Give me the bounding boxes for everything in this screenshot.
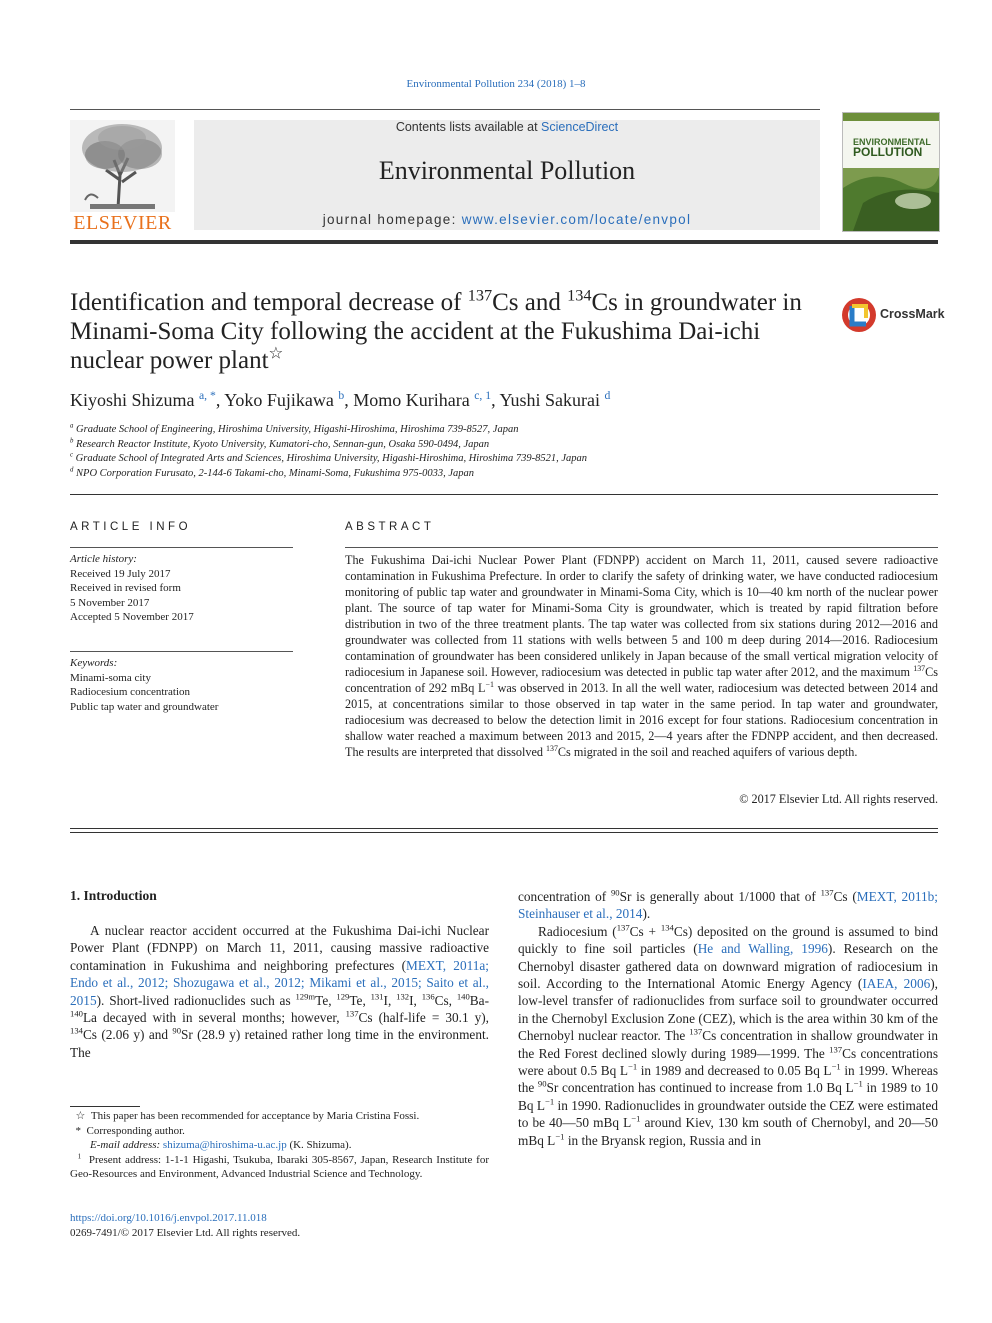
keyword-item: Public tap water and groundwater [70, 700, 219, 713]
text-run: Cs (half-life = 30.1 y), [358, 1010, 489, 1026]
abstract-sup: 137 [913, 663, 926, 673]
text-run: Te, [349, 992, 371, 1008]
text-run: Cs concentrations were about 0.5 Bq L [518, 1045, 939, 1079]
isotope-sup: 137 [616, 922, 630, 933]
author-marks[interactable]: d [604, 389, 611, 402]
title-part: Cs and [492, 289, 568, 316]
text-run: A nuclear reactor accident occurred at the Fukushima Dai-ichi Nuclear Power Plant (FDNPP) on March 11, 2011, causing massive radioactive contamination in Fukushima and neighboring prefectures ( [70, 923, 489, 973]
author-marks[interactable]: b [338, 389, 345, 402]
affiliation-item [70, 423, 930, 438]
keywords-divider [70, 651, 293, 652]
text-run: concentration of [518, 889, 611, 904]
text-run: around Kiev, 130 km south of Chernobyl, and 20—50 mBq L [518, 1115, 938, 1148]
crossmark-label: CrossMark [880, 307, 945, 321]
footnote-text: This paper has been recommended for acceptance by Maria Cristina Fossi. [90, 1110, 420, 1122]
isotope-sup: 137 [345, 1008, 359, 1019]
affiliation-mark: d [70, 466, 74, 474]
isotope-sup: 136 [421, 991, 435, 1002]
footnote-text: Present address: 1-1-1 Higashi, Tsukuba, Ibaraki 305-8567, Japan, Research Institute for Geo-Resources and Environment, Advanced Industrial Science and Technology. [70, 1153, 489, 1180]
isotope-sup: 132 [396, 991, 410, 1002]
affiliation-mark: c [70, 451, 74, 459]
text-run: in 1990. Radionuclides in groundwater outside the CEZ were estimated to be 40—50 mBq L [518, 1097, 938, 1131]
text-run: Radiocesium ( [538, 923, 617, 939]
unit-sup: −1 [555, 1131, 565, 1142]
text-run: I, [409, 992, 422, 1008]
author-list [70, 390, 870, 411]
sciencedirect-link[interactable]: ScienceDirect [541, 120, 619, 134]
homepage-prefix: journal homepage: [322, 212, 462, 227]
unit-sup: −1 [631, 1113, 641, 1124]
author-separator: , [215, 390, 225, 410]
isotope-sup: 137 [829, 1044, 843, 1055]
citation-link[interactable]: MEXT, 2011a; Endo et al., 2012; Shozugawa et al., 2012; Mikami et al., 2015; Saito et al., 2015 [70, 957, 489, 1008]
author-marks[interactable]: a, * [199, 389, 216, 402]
author-name[interactable]: Yoko Fujikawa [224, 390, 334, 410]
contents-prefix: Contents lists available at [395, 120, 542, 134]
abstract-text [345, 552, 938, 760]
isotope-sup: 90 [537, 1079, 547, 1090]
email-link[interactable]: shizuma@hiroshima-u.ac.jp [162, 1139, 287, 1151]
article-info-divider [70, 547, 293, 548]
cover-title-line2: POLLUTION [853, 145, 923, 159]
isotope-sup: 129 [336, 991, 350, 1002]
text-run: ). [642, 906, 651, 922]
text-run: I, [383, 992, 397, 1008]
unit-sup: −1 [853, 1079, 863, 1090]
author-name[interactable]: Kiyoshi Shizuma [70, 390, 195, 410]
affiliation-item [70, 467, 930, 482]
title-footnote-star[interactable]: ☆ [268, 344, 284, 363]
keyword-item: Radiocesium concentration [70, 686, 191, 698]
text-run: in 1989 and decreased to 0.05 Bq L [637, 1063, 832, 1079]
history-item: Accepted 5 November 2017 [70, 611, 194, 623]
crossmark-badge[interactable] [840, 296, 945, 336]
body-column-left [70, 922, 489, 1061]
affiliation-mark: a [70, 422, 74, 430]
affiliation-item [70, 452, 930, 467]
footnote-text: Corresponding author. [86, 1124, 185, 1137]
footnote-item [70, 1138, 489, 1153]
footnote-item [70, 1109, 489, 1124]
journal-name: Environmental Pollution [378, 156, 636, 185]
issn-copyright: 0269-7491/© 2017 Elsevier Ltd. All rights reserved. [70, 1227, 301, 1239]
history-item: Received in revised form [70, 582, 181, 594]
section-divider [70, 832, 938, 833]
unit-sup: −1 [627, 1061, 638, 1072]
keyword-item: Minami-soma city [70, 671, 151, 684]
footnote-item [70, 1124, 489, 1139]
citation-link[interactable]: MEXT, 2011b; Steinhauser et al., 2014 [518, 889, 938, 922]
text-run: Cs concentration in shallow groundwater in the Red Forest declined slowly during 1989—1999. The [518, 1028, 939, 1061]
title-part: Cs in groundwater in Minami-Soma City following the accident at the Fukushima Dai-ichi nuclear power plant [70, 289, 802, 374]
elsevier-logo [70, 120, 175, 235]
isotope-sup: 140 [456, 991, 470, 1002]
text-run: ), low-level transfer of radionuclides from surface soil to groundwater occurred in the Chernobyl Exclusion Zone (CEZ), which is the area within 30 km of the Chernobyl nuclear reactor. The [518, 976, 939, 1044]
unit-sup: −1 [831, 1061, 841, 1072]
footnotes [70, 1109, 489, 1182]
text-run: Sr (28.9 y) retained rather long time in the environment. The [70, 1027, 489, 1060]
abstract-sup: 137 [546, 743, 558, 753]
title-superscript: 137 [467, 286, 493, 305]
title-superscript: 134 [567, 286, 592, 305]
text-run: Sr is generally about 1/1000 that of [619, 889, 821, 904]
abstract-part: The Fukushima Dai-ichi Nuclear Power Plant (FDNPP) accident on March 11, 2011, caused severe radioactive contamination in Fukushima Prefecture. In order to clarify the safety of drinking water, we have conducted radiocesium monitoring of public tap water and groundwater in Minami-Soma City, which is 10—40 km north of the nuclear power plant. The source of tap water for Minami-Soma City is groundwater, which is treated by rapid filtration before distribution in two of the three treatment plants. The tap water was collected from six stations during 2012—2016 and groundwater was collected from 11 stations with wells between 5 and 100 m deep during 2014—2016. Radiocesium contamination of groundwater has been considered unlikely in Japan because of the small vertical migration velocity of radiocesium in Japanese soil. However, radiocesium was detected in public tap water after 2012, and the maximum [345, 553, 938, 679]
text-run: Cs, [434, 992, 457, 1008]
body-paragraph [70, 922, 489, 1061]
contents-line [194, 120, 820, 134]
author-marks[interactable]: c, 1 [474, 389, 492, 402]
affiliation-mark: b [70, 437, 74, 445]
abstract-part: was observed in 2013. In all the well water, radiocesium was detected between 2014 and 2015, at concentrations similar to those observed in tap water in the same period. In tap water and groundwater, radiocesium was decreased to below the detection limit in 2016 except for four stations. Radiocesium concentration in shallow water reached a maximum between 2013 and 2015, 2—4 years after the FDNPP accident, and then decreased. The results are interpreted that dissolved [345, 681, 939, 759]
isotope-sup: 90 [172, 1026, 181, 1037]
homepage-link[interactable]: www.elsevier.com/locate/envpol [461, 212, 692, 227]
body-column-right [518, 888, 938, 1149]
elsevier-wordmark: ELSEVIER [73, 212, 172, 234]
affiliation-list [70, 423, 930, 481]
affiliation-text: Graduate School of Engineering, Hiroshima University, Higashi-Hiroshima, Hiroshima 739-8527, Japan [76, 424, 519, 435]
affiliation-text: Research Reactor Institute, Kyoto University, Kumatori-cho, Sennan-gun, Osaka 590-0494, Japan [76, 438, 490, 450]
author-name[interactable]: Yushi Sakurai [499, 390, 600, 410]
citation-link[interactable]: IAEA, 2006 [862, 976, 931, 992]
abstract-part: Cs concentration of 292 mBq L [345, 665, 938, 695]
history-label: Article history: [70, 553, 137, 565]
affiliation-text: NPO Corporation Furusato, 2-144-6 Takami-cho, Minami-Soma, Fukushima 975-0033, Japan [76, 467, 475, 479]
affiliation-text: Graduate School of Integrated Arts and Sciences, Hiroshima University, Higashi-Hiroshima, Hiroshima 739-8521, Japan [75, 453, 588, 465]
body-paragraph [518, 923, 938, 1149]
text-run: Cs + [629, 923, 661, 939]
isotope-sup: 90 [610, 887, 620, 898]
history-item: 5 November 2017 [70, 596, 150, 609]
crossmark-icon [840, 296, 878, 334]
article-info-heading: ARTICLE INFO [70, 521, 192, 533]
journal-citation[interactable]: Environmental Pollution 234 (2018) 1–8 [406, 78, 586, 90]
text-run: Cs (2.06 y) and [82, 1027, 173, 1043]
title-part: Identification and temporal decrease of [70, 289, 468, 316]
text-run: Cs ( [833, 889, 857, 904]
section-divider [70, 828, 938, 829]
cover-title-line1: ENVIRONMENTAL [853, 137, 931, 147]
footnote-mark: * [75, 1124, 81, 1137]
text-run: ). Short-lived radionuclides such as [96, 992, 296, 1008]
text-run: ). Research on the Chernobyl disaster gathered data on downward migration of radiocesium in soil. According to the International Atomic Energy Agency ( [518, 941, 938, 992]
footnote-item [70, 1153, 489, 1182]
header-divider [70, 109, 820, 110]
doi-link[interactable]: https://doi.org/10.1016/j.envpol.2017.11.018 [70, 1212, 267, 1224]
unit-sup: −1 [544, 1096, 555, 1107]
isotope-sup: 137 [820, 887, 834, 898]
journal-homepage-line [194, 212, 820, 227]
affiliation-divider [70, 494, 938, 495]
text-run: Sr concentration has continued to increase from 1.0 Bq L [546, 1080, 854, 1096]
citation-link[interactable]: He and Walling, 1996 [697, 941, 828, 957]
footnote-divider [70, 1106, 140, 1107]
header-thick-rule [70, 240, 938, 244]
text-run: Cs) deposited on the ground is assumed to bind quickly to fine soil particles ( [518, 923, 938, 957]
introduction-heading: 1. Introduction [70, 888, 157, 903]
abstract-copyright: © 2017 Elsevier Ltd. All rights reserved. [739, 792, 938, 806]
article-history [70, 552, 295, 625]
abstract-sup: −1 [485, 679, 494, 689]
isotope-sup: 131 [370, 991, 384, 1002]
text-run: Te, [315, 992, 337, 1008]
body-paragraph [518, 888, 938, 923]
footnote-mark: ☆ [75, 1110, 86, 1122]
abstract-part: Cs migrated in the soil and reached aquifers of various depth. [557, 745, 858, 759]
keywords [70, 656, 295, 714]
keywords-label: Keywords: [70, 657, 118, 669]
author-separator: , [491, 390, 500, 410]
history-item: Received 19 July 2017 [70, 567, 171, 580]
text-run: Ba- [469, 992, 489, 1008]
isotope-sup: 134 [660, 922, 674, 933]
email-label: E-mail address: [90, 1139, 163, 1151]
isotope-sup: 129m [295, 991, 316, 1002]
isotope-sup: 140 [70, 1008, 83, 1019]
abstract-divider [345, 547, 938, 548]
isotope-sup: 137 [689, 1026, 703, 1037]
author-name[interactable]: Momo Kurihara [353, 390, 470, 410]
isotope-sup: 134 [70, 1026, 83, 1037]
affiliation-item [70, 438, 930, 453]
footnote-text: (K. Shizuma). [286, 1139, 352, 1151]
footnote-mark: 1 [77, 1151, 82, 1160]
journal-cover-thumbnail[interactable] [842, 112, 940, 232]
abstract-heading: ABSTRACT [345, 521, 435, 533]
author-separator: , [344, 390, 354, 410]
text-run: La decayed with in several months; however, [82, 1010, 346, 1026]
text-run: in 1999. Whereas the [518, 1063, 939, 1096]
text-run: in the Bryansk region, Russia and in [564, 1132, 761, 1148]
text-run: in 1989 to 10 Bq L [518, 1080, 938, 1113]
article-title [70, 288, 830, 375]
cover-landscape-icon [843, 113, 939, 231]
